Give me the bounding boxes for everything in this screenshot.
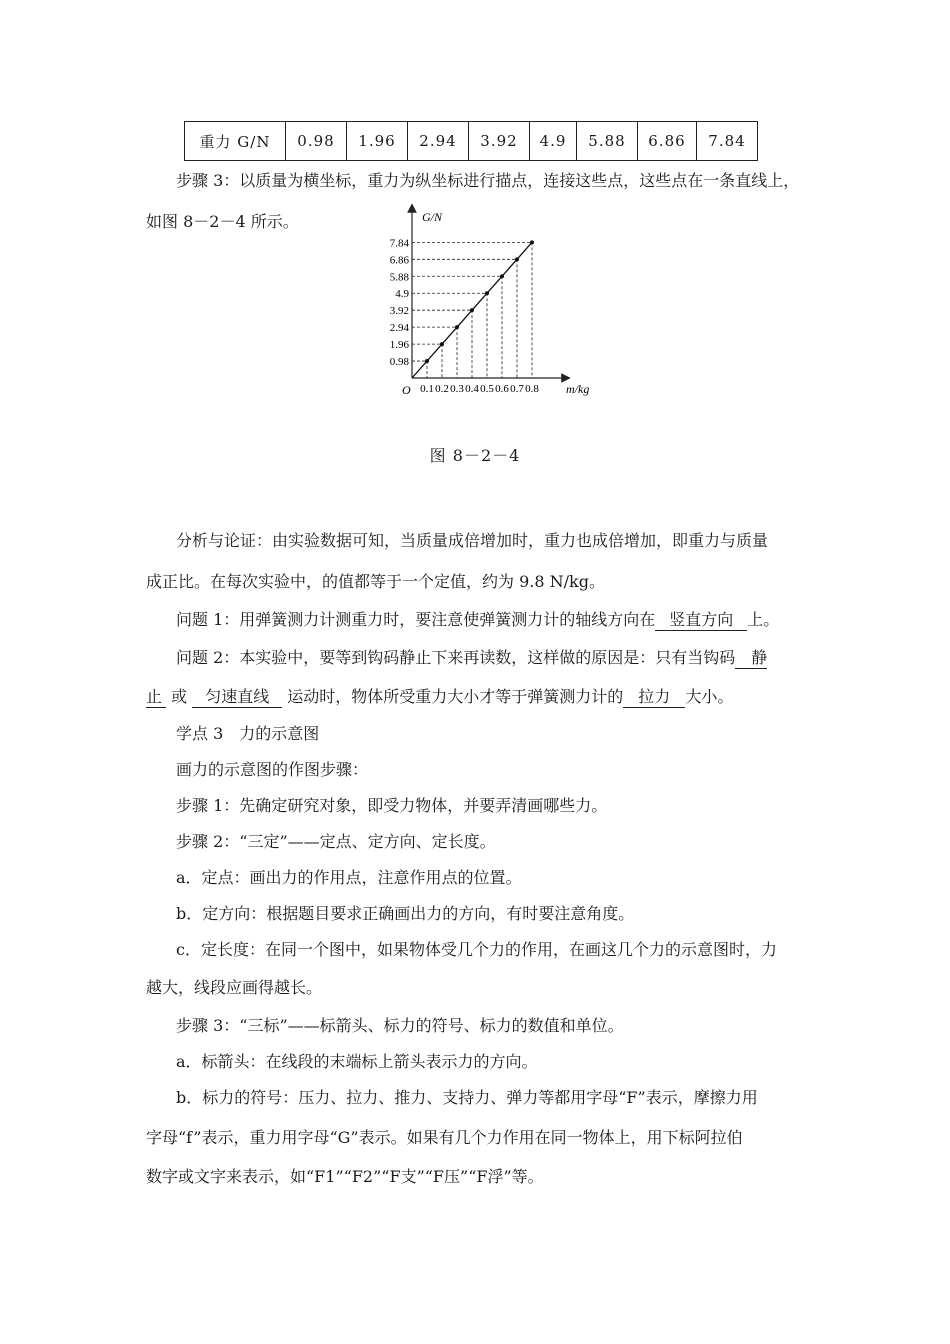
step-2: 步骤 2：“三定”——定点、定方向、定长度。: [176, 832, 496, 851]
table-cell: 6.86: [638, 122, 697, 161]
x-tick-label: 0.7: [510, 383, 524, 395]
q2-answer-2: 匀速直线: [192, 684, 282, 708]
table-cell: 0.98: [286, 122, 347, 161]
x-axis-label: m/kg: [566, 382, 590, 396]
section-3-title: 学点 3 力的示意图: [176, 724, 320, 743]
data-point: [440, 342, 444, 346]
data-point: [515, 257, 519, 261]
x-tick-label: 0.6: [495, 383, 509, 395]
step-3a: a．标箭头：在线段的末端标上箭头表示力的方向。: [176, 1052, 538, 1071]
q2-answer-1b: 止: [146, 684, 166, 708]
table-cell: 2.94: [408, 122, 469, 161]
y-tick-label: 3.92: [389, 305, 409, 318]
step3-line1: 步骤 3：以质量为横坐标，重力为纵坐标进行描点，连接这些点，这些点在一条直线上，: [176, 171, 800, 190]
analysis-line1: 分析与论证：由实验数据可知，当质量成倍增加时，重力也成倍增加，即重力与质量: [176, 531, 769, 550]
gravity-table: [184, 121, 758, 161]
q2-mid1: 或: [171, 687, 188, 706]
step-2b: b．定方向：根据题目要求正确画出力的方向，有时要注意角度。: [176, 904, 635, 923]
y-tick-label: 4.9: [395, 288, 409, 301]
step-2c-line1: c．定长度：在同一个图中，如果物体受几个力的作用，在画这几个力的示意图时，力: [176, 940, 777, 959]
step-2c-line2: 越大，线段应画得越长。: [146, 978, 323, 997]
data-point: [500, 274, 504, 278]
q2-answer-3: 拉力: [623, 684, 685, 708]
y-tick-label: 7.84: [389, 237, 409, 250]
x-tick-label: 0.4: [465, 383, 479, 395]
data-point: [530, 240, 534, 244]
y-tick-label: 1.96: [389, 339, 409, 352]
table-header-cell: 重力 G/N: [185, 122, 286, 161]
data-point: [470, 308, 474, 312]
y-tick-label: 0.98: [389, 356, 409, 369]
q2-mid2: 运动时，物体所受重力大小才等于弹簧测力计的: [287, 687, 624, 706]
question-2-line2: [146, 684, 733, 708]
step-1: 步骤 1：先确定研究对象，即受力物体，并要弄清画哪些力。: [176, 796, 608, 815]
data-point: [455, 325, 459, 329]
step-3b-line3: 数字或文字来表示，如“F1”“F2”“F支”“F压”“F浮”等。: [146, 1167, 544, 1186]
intro-text: 画力的示意图的作图步骤：: [176, 760, 369, 779]
q2-end: 大小。: [685, 687, 734, 706]
step-3: 步骤 3：“三标”——标箭头、标力的符号、标力的数值和单位。: [176, 1016, 624, 1035]
table-cell: 3.92: [469, 122, 530, 161]
gravity-mass-chart: [380, 200, 620, 405]
question-2-line1: [176, 645, 767, 669]
step-3b-line1: b．标力的符号：压力、拉力、推力、支持力、弹力等都用字母“F”表示，摩擦力用: [176, 1088, 758, 1107]
table-cell: 7.84: [697, 122, 758, 161]
y-tick-label: 2.94: [389, 322, 409, 335]
table-row: [185, 122, 758, 161]
q2-text: 问题 2：本实验中，要等到钩码静止下来再读数，这样做的原因是：只有当钩码: [176, 648, 736, 667]
q1-end: 上。: [747, 610, 780, 629]
question-1: [176, 607, 779, 631]
step3-line2: 如图 8－2－4 所示。: [146, 212, 299, 231]
q2-answer-1a: 静: [735, 645, 767, 669]
analysis-line2: 成正比。在每次实验中，的值都等于一个定值，约为 9.8 N/kg。: [146, 572, 605, 591]
data-point: [425, 359, 429, 363]
step-2a: a．定点：画出力的作用点，注意作用点的位置。: [176, 868, 522, 887]
figure-caption: 图 8－2－4: [429, 446, 521, 465]
x-tick-label: 0.3: [450, 383, 464, 395]
x-tick-label: 0.5: [480, 383, 494, 395]
q1-answer: 竖直方向: [655, 607, 747, 631]
y-axis-label: G/N: [422, 210, 443, 224]
y-tick-label: 5.88: [389, 271, 409, 284]
table-cell: 1.96: [347, 122, 408, 161]
table-cell: 4.9: [530, 122, 577, 161]
x-tick-label: 0.2: [435, 383, 449, 395]
x-tick-label: 0.1: [420, 383, 434, 395]
data-point: [485, 291, 489, 295]
origin-label: O: [402, 383, 411, 397]
table-cell: 5.88: [577, 122, 638, 161]
step-3b-line2: 字母“f”表示，重力用字母“G”表示。如果有几个力作用在同一物体上，用下标阿拉伯: [146, 1128, 743, 1147]
x-tick-label: 0.8: [525, 383, 539, 395]
y-tick-label: 6.86: [389, 254, 409, 267]
q1-text: 问题 1：用弹簧测力计测重力时，要注意使弹簧测力计的轴线方向在: [176, 610, 656, 629]
